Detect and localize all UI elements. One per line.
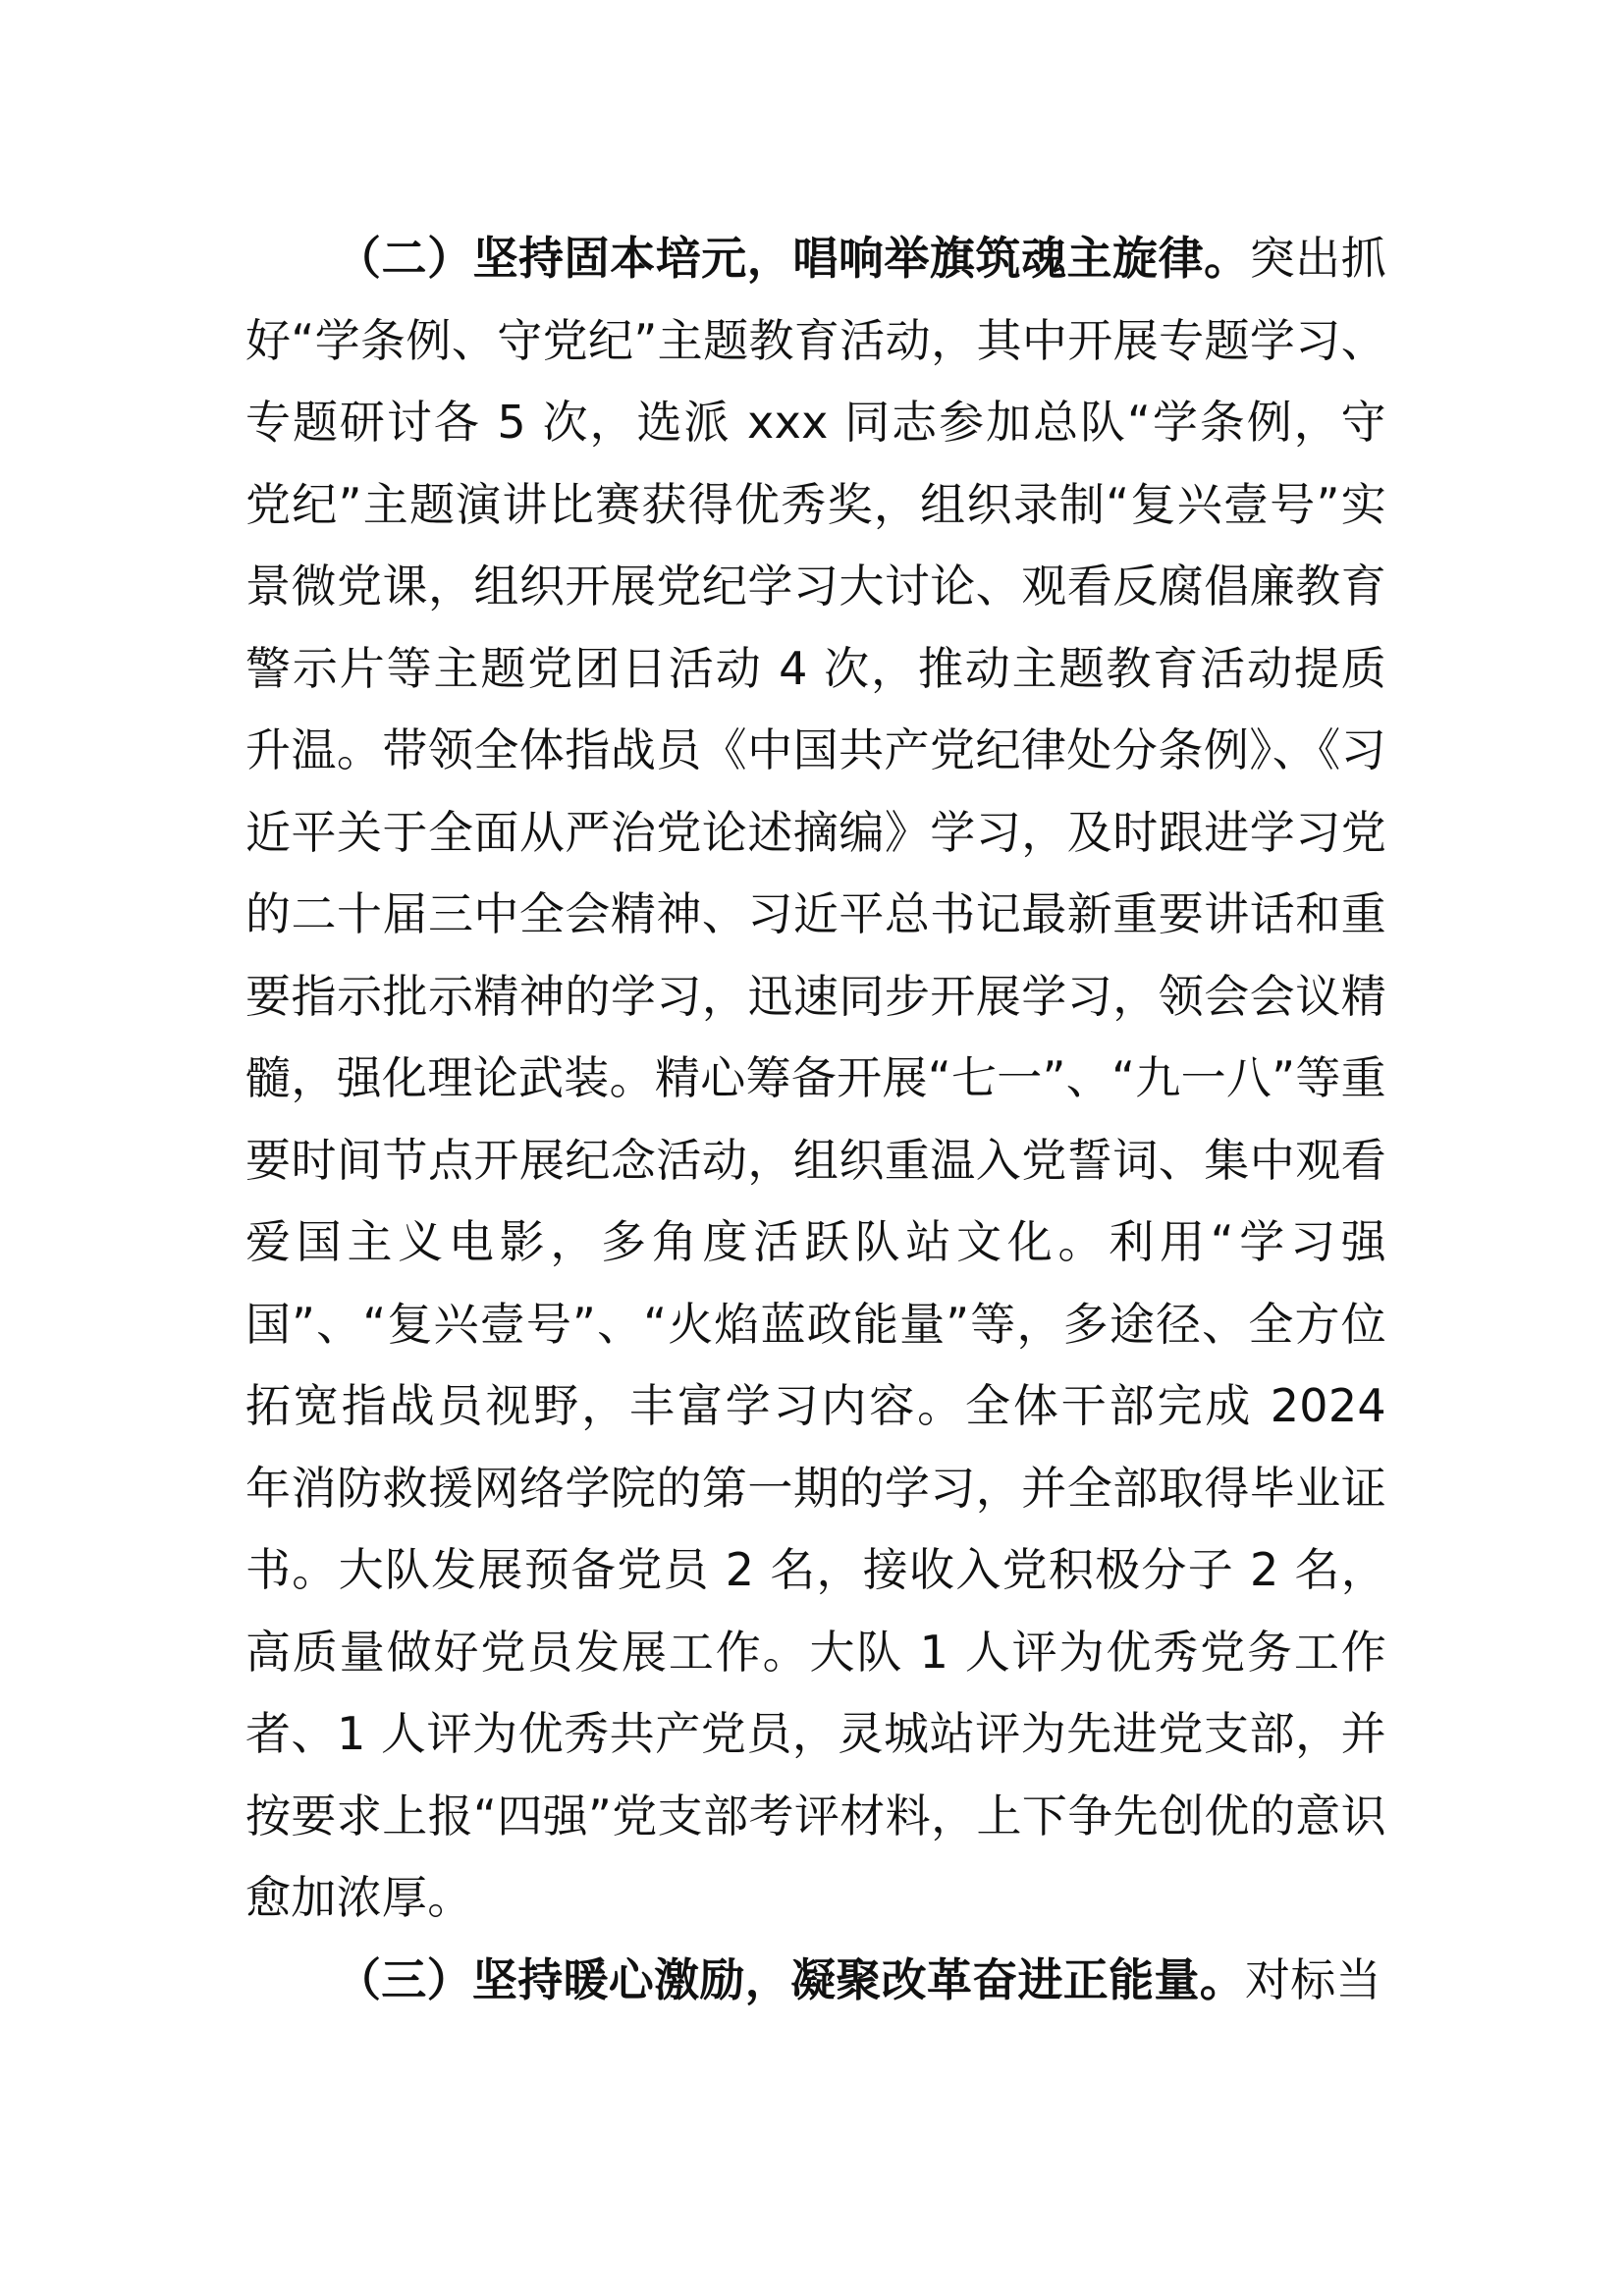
paragraph-section-2 — [245, 218, 1386, 1940]
document-body — [245, 218, 1386, 2021]
section-2-body: 突出抓好“学条例、守党纪”主题教育活动，其中开展专题学习、专题研讨各 5 次，选派 xxx 同志参加总队“学条例，守党纪”主题演讲比赛获得优秀奖，组织录制“复兴壹号”实景微党课，组织开展党纪学习大讨论、观看反腐倡廉教育警示片等主题党团日活动 4 次，推动主题教育活动提质升温。带领全体指战员《中国共产党纪律处分条例》、《习近平关于全面从严治党论述摘编》学习，及时跟进学习党的二十届三中全会精神、习近平总书记最新重要讲话和重要指示批示精神的学习，迅速同步开展学习，领会会议精髓，强化理论武装。精心筹备开展“七一”、“九一八”等重要时间节点开展纪念活动，组织重温入党誓词、集中观看爱国主义电影，多角度活跃队站文化。利用“学习强国”、“复兴壹号”、“火焰蓝政能量”等，多途径、全方位拓宽指战员视野，丰富学习内容。全体干部完成 2024 年消防救援网络学院的第一期的学习，并全部取得毕业证书。大队发展预备党员 2 名，接收入党积极分子 2 名，高质量做好党员发展工作。大队 1 人评为优秀党务工作者、1 人评为优秀共产党员，灵城站评为先进党支部，并按要求上报“四强”党支部考评材料，上下争先创优的意识愈加浓厚。 — [245, 232, 1387, 1924]
section-3-body: 对标当 — [1245, 1952, 1381, 2006]
paragraph-section-3 — [245, 1940, 1386, 2022]
section-2-heading: （二）坚持固本培元，唱响举旗筑魂主旋律。 — [336, 232, 1250, 285]
section-3-heading: （三）坚持暖心激励，凝聚改革奋进正能量。 — [336, 1952, 1245, 2006]
